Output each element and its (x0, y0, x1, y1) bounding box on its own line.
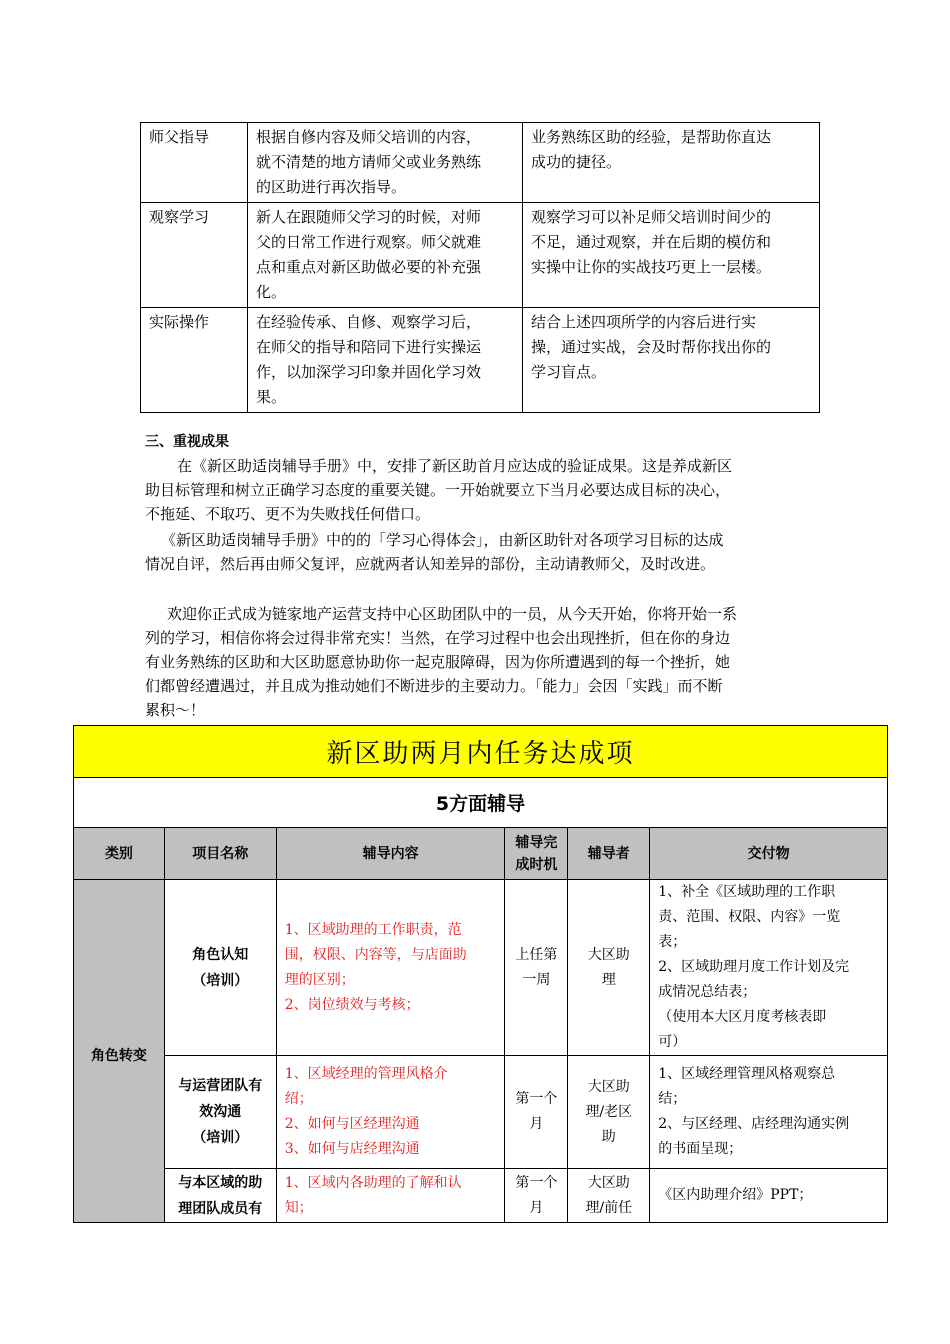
table-row (141, 203, 820, 308)
header-project: 项目名称 (164, 828, 276, 880)
paragraph-3: 欢迎你正式成为链家地产运营支持中心区助团队中的一员，从今天开始，你将开始一系 列的学习，相信你将会过得非常充实！当然，在学习过程中也会出现挫折，但在你的身边 有业务熟练的区助和大区助愿意协助你一起克服障碍，因为你所遭遇到的每一个挫折，她 们都曾经遭遇过，并且成为推动她们不断进步的主要动力。「能力」会因「实践」而不断 累积～！ (145, 605, 738, 719)
mentor-cell: 大区助 理 (568, 880, 650, 1056)
header-deliverable: 交付物 (650, 828, 888, 880)
table-row (141, 123, 820, 203)
table-row (74, 1169, 888, 1223)
project-cell: 与运营团队有 效沟通 （培训） (164, 1056, 276, 1169)
deliverable-cell: 1、区域经理管理风格观察总 结； 2、与区经理、店经理沟通实例 的书面呈现； (650, 1056, 888, 1169)
method-name: 实际操作 (141, 308, 248, 413)
method-desc: 新人在跟随师父学习的时候，对师 父的日常工作进行观察。师父就难 点和重点对新区助做必要的补充强 化。 (248, 203, 523, 308)
paragraph-2: 《新区助适岗辅导手册》中的的「学习心得体会」，由新区助针对各项学习目标的达成 情况自评，然后再由师父复评，应就两者认知差异的部份，主动请教师父，及时改进。 (145, 531, 724, 573)
timing-cell: 上任第 一周 (505, 880, 568, 1056)
task-table (73, 725, 888, 1223)
content-cell: 1、区域助理的工作职责，范 围，权限、内容等，与店面助 理的区别； 2、岗位绩效与考核； (276, 880, 505, 1056)
timing-cell: 第一个 月 (505, 1169, 568, 1223)
section-heading: 三、重视成果 (145, 434, 229, 450)
method-name: 观察学习 (141, 203, 248, 308)
paragraph-1: 在《新区助适岗辅导手册》中，安排了新区助首月应达成的验证成果。这是养成新区 助目标管理和树立正确学习态度的重要关键。一开始就要立下当月必要达成目标的决心， 不拖延、不取巧、更不为失败找任何借口。 (145, 457, 733, 523)
method-note: 观察学习可以补足师父培训时间少的 不足，通过观察，并在后期的模仿和 实操中让你的实战技巧更上一层楼。 (523, 203, 820, 308)
deliverable-cell: 1、补全《区域助理的工作职 责、范围、权限、内容》一览 表； 2、区域助理月度工作计划及完 成情况总结表； （使用本大区月度考核表即 可） (650, 880, 888, 1056)
table-banner: 新区助两月内任务达成项 (74, 726, 888, 778)
header-category: 类别 (74, 828, 165, 880)
table-row (141, 308, 820, 413)
content-cell: 1、区域经理的管理风格介 绍； 2、如何与区经理沟通 3、如何与店经理沟通 (276, 1056, 505, 1169)
timing-cell: 第一个 月 (505, 1056, 568, 1169)
content-cell: 1、区域内各助理的了解和认 知； (276, 1169, 505, 1223)
table-subtitle: 5方面辅导 (74, 778, 888, 828)
method-table (140, 122, 820, 413)
project-cell: 与本区域的助 理团队成员有 (164, 1169, 276, 1223)
deliverable-cell: 《区内助理介绍》PPT； (650, 1169, 888, 1223)
method-note: 结合上述四项所学的内容后进行实 操，通过实战，会及时帮你找出你的 学习盲点。 (523, 308, 820, 413)
header-mentor: 辅导者 (568, 828, 650, 880)
category-cell: 角色转变 (74, 880, 165, 1223)
mentor-cell: 大区助 理/前任 (568, 1169, 650, 1223)
method-name: 师父指导 (141, 123, 248, 203)
method-desc: 根据自修内容及师父培训的内容， 就不清楚的地方请师父或业务熟练 的区助进行再次指导。 (248, 123, 523, 203)
table-row (74, 1056, 888, 1169)
header-timing: 辅导完 成时机 (505, 828, 568, 880)
method-note: 业务熟练区助的经验，是帮助你直达 成功的捷径。 (523, 123, 820, 203)
header-row (74, 828, 888, 880)
project-cell: 角色认知 （培训） (164, 880, 276, 1056)
method-desc: 在经验传承、自修、观察学习后， 在师父的指导和陪同下进行实操运 作，以加深学习印象并固化学习效 果。 (248, 308, 523, 413)
table-row (74, 880, 888, 1056)
mentor-cell: 大区助 理/老区 助 (568, 1056, 650, 1169)
header-content: 辅导内容 (276, 828, 505, 880)
